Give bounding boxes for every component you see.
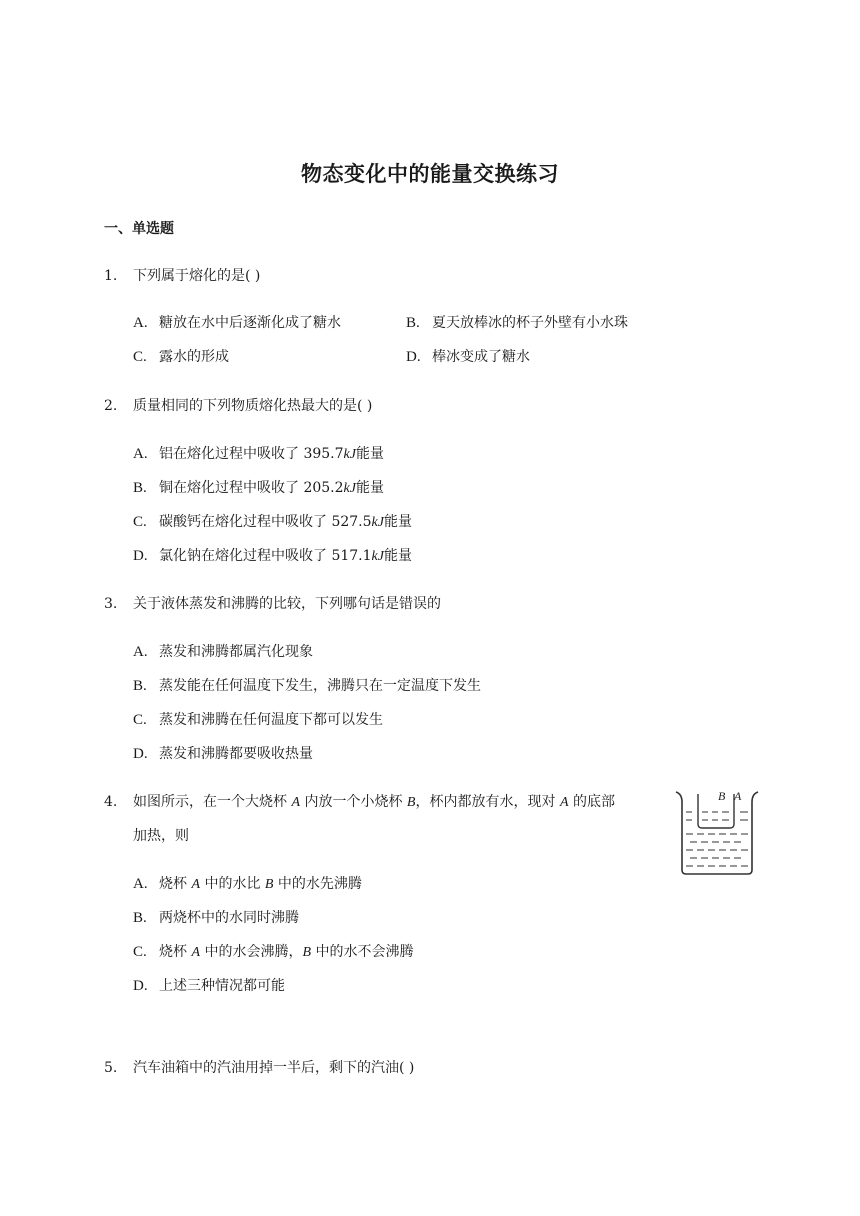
option-letter: A. — [133, 446, 148, 462]
question-4 — [104, 792, 615, 813]
question-number: 5. — [104, 1060, 118, 1076]
option-2a[interactable] — [133, 444, 384, 465]
option-1a[interactable] — [133, 313, 341, 333]
option-text: 中的水会沸腾， — [200, 944, 303, 960]
question-text: 下列属于熔化的是( ) — [133, 268, 261, 284]
option-4a[interactable] — [133, 874, 362, 895]
option-text: 铝在熔化过程中吸收了 395.7 — [159, 446, 344, 462]
option-text: 露水的形成 — [159, 349, 229, 365]
option-text-suffix: 能量 — [355, 480, 384, 496]
var-a: A — [559, 795, 569, 810]
option-text-suffix: 能量 — [383, 548, 412, 564]
question-text: 关于液体蒸发和沸腾的比较，下列哪句话是错误的 — [133, 596, 441, 612]
option-text: 蒸发和沸腾在任何温度下都可以发生 — [159, 712, 383, 728]
option-letter: C. — [133, 944, 147, 960]
question-2 — [104, 396, 372, 416]
var-b: B — [302, 945, 312, 960]
option-text-suffix: 能量 — [383, 514, 412, 530]
option-2c[interactable] — [133, 512, 412, 533]
option-text: 铜在熔化过程中吸收了 205.2 — [159, 480, 344, 496]
option-text: 蒸发和沸腾都属汽化现象 — [159, 644, 313, 660]
option-text: 两烧杯中的水同时沸腾 — [159, 910, 299, 926]
option-4b[interactable] — [133, 908, 299, 928]
section-heading: 一、单选题 — [104, 221, 174, 237]
option-text-suffix: 能量 — [355, 446, 384, 462]
question-5 — [104, 1058, 414, 1078]
option-3c[interactable] — [133, 710, 383, 730]
beaker-b-outline — [698, 794, 734, 828]
option-text: 上述三种情况都可能 — [159, 978, 285, 994]
question-1 — [104, 266, 260, 286]
option-3b[interactable] — [133, 676, 481, 696]
option-3d[interactable] — [133, 744, 313, 764]
option-text: 氯化钠在熔化过程中吸收了 517.1 — [159, 548, 372, 564]
var-b: B — [264, 877, 274, 892]
option-text: 夏天放棒冰的杯子外壁有小水珠 — [432, 315, 628, 331]
option-2d[interactable] — [133, 546, 412, 567]
beaker-a-outline — [676, 792, 758, 874]
var-a: A — [291, 795, 301, 810]
option-text: 烧杯 — [159, 876, 192, 892]
option-letter: B. — [133, 480, 147, 496]
unit-kj: kJ — [343, 447, 356, 462]
option-letter: C. — [133, 712, 147, 728]
question-3 — [104, 594, 441, 614]
water-b-dashes — [702, 812, 729, 820]
option-4c[interactable] — [133, 942, 413, 963]
option-text: 碳酸钙在熔化过程中吸收了 527.5 — [159, 514, 372, 530]
question-text: 内放一个小烧杯 — [300, 794, 407, 810]
question-text: 的底部 — [568, 794, 615, 810]
option-text: 烧杯 — [159, 944, 192, 960]
unit-kj: kJ — [343, 481, 356, 496]
page-title: 物态变化中的能量交换练习 — [301, 162, 559, 186]
option-letter: B. — [406, 315, 420, 331]
option-letter: D. — [133, 746, 148, 762]
figure-label-b: B — [718, 789, 726, 803]
question-4-line2: 加热，则 — [133, 828, 189, 844]
unit-kj: kJ — [371, 515, 384, 530]
question-text: ，杯内都放有水，现对 — [415, 794, 560, 810]
option-text: 糖放在水中后逐渐化成了糖水 — [159, 315, 341, 331]
question-text: 如图所示，在一个大烧杯 — [133, 794, 292, 810]
option-letter: C. — [133, 514, 147, 530]
option-2b[interactable] — [133, 478, 384, 499]
option-text: 蒸发能在任何温度下发生，沸腾只在一定温度下发生 — [159, 678, 481, 694]
option-3a[interactable] — [133, 642, 313, 662]
option-letter: A. — [133, 315, 148, 331]
beaker-figure — [672, 788, 760, 880]
unit-kj: kJ — [371, 549, 384, 564]
option-letter: C. — [133, 349, 147, 365]
question-text: 汽车油箱中的汽油用掉一半后，剩下的汽油( ) — [133, 1060, 415, 1076]
figure-label-a: A — [734, 789, 742, 803]
option-text: 棒冰变成了糖水 — [432, 349, 530, 365]
option-text: 中的水先沸腾 — [273, 876, 362, 892]
question-number: 1. — [104, 268, 118, 284]
var-a: A — [191, 877, 201, 892]
option-text: 中的水比 — [200, 876, 265, 892]
option-1c[interactable] — [133, 347, 229, 367]
question-number: 3. — [104, 596, 118, 612]
var-b: B — [406, 795, 416, 810]
question-number: 2. — [104, 398, 118, 414]
option-letter: A. — [133, 644, 148, 660]
question-text: 质量相同的下列物质熔化热最大的是( ) — [133, 398, 373, 414]
var-a: A — [191, 945, 201, 960]
option-letter: A. — [133, 876, 148, 892]
option-letter: D. — [406, 349, 421, 365]
option-text: 蒸发和沸腾都要吸收热量 — [159, 746, 313, 762]
option-text: 中的水不会沸腾 — [311, 944, 414, 960]
option-1d[interactable] — [406, 347, 530, 367]
option-4d[interactable] — [133, 976, 285, 996]
option-letter: B. — [133, 678, 147, 694]
question-number: 4. — [104, 794, 118, 810]
option-letter: B. — [133, 910, 147, 926]
option-1b[interactable] — [406, 313, 628, 333]
option-letter: D. — [133, 548, 148, 564]
option-letter: D. — [133, 978, 148, 994]
